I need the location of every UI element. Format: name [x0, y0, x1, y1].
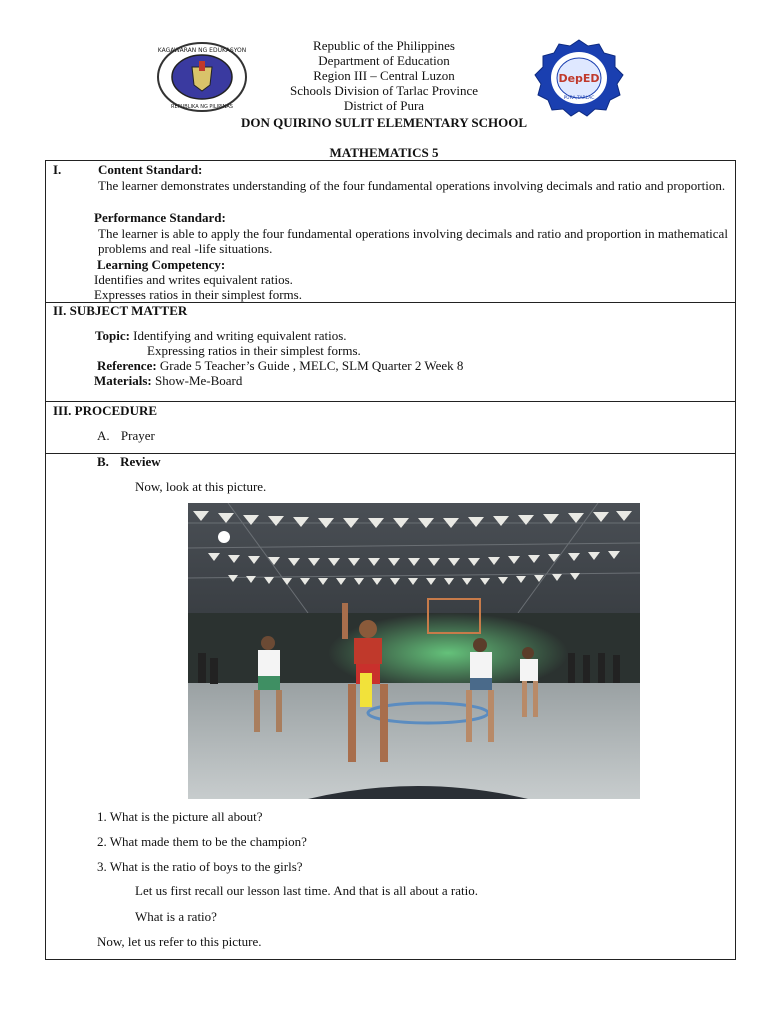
- header-department: Department of Education: [318, 53, 450, 68]
- svg-text:REPUBLIKA NG PILIPINAS: REPUBLIKA NG PILIPINAS: [171, 104, 233, 110]
- topic-text-1: Identifying and writing equivalent ratios.: [133, 328, 347, 343]
- procedure-a: [97, 428, 155, 443]
- learning-competency-label: Learning Competency:: [97, 257, 226, 272]
- svg-text:PURA,TARLAC: PURA,TARLAC: [563, 96, 595, 101]
- procedure-b-text: Review: [120, 454, 161, 469]
- procedure-b: [97, 454, 161, 469]
- subject-matter-heading: II. SUBJECT MATTER: [53, 303, 188, 318]
- what-is-ratio-text: What is a ratio?: [135, 909, 217, 924]
- procedure-heading: III. PROCEDURE: [53, 403, 158, 418]
- topic-line: [95, 328, 347, 343]
- procedure-a-text: Prayer: [120, 428, 155, 443]
- refer-to-picture-text: Now, let us refer to this picture.: [97, 934, 262, 949]
- dance-competition-photo: [188, 503, 640, 799]
- materials-label: Materials:: [94, 373, 152, 388]
- section1-number: I.: [53, 162, 62, 177]
- question-2: 2. What made them to be the champion?: [97, 834, 307, 849]
- content-standard-label: Content Standard:: [98, 162, 203, 177]
- recall-text: Let us first recall our lesson last time. And that is all about a ratio.: [135, 883, 478, 898]
- header-region: Region III – Central Luzon: [313, 68, 455, 83]
- question-3: 3. What is the ratio of boys to the girls?: [97, 859, 303, 874]
- performance-standard-text: The learner is able to apply the four fundamental operations involving decimals and ratio and proportion in mathematical problems and real -life situations.: [98, 226, 728, 256]
- look-at-picture-text: Now, look at this picture.: [135, 479, 267, 494]
- svg-text:DepED: DepED: [558, 72, 600, 85]
- procedure-b-letter: B.: [97, 454, 109, 469]
- content-standard-text: The learner demonstrates understanding of the four fundamental operations involving decimals and ratio and proportion.: [98, 178, 726, 193]
- topic-label: Topic:: [95, 328, 130, 343]
- divider-line: [46, 401, 735, 402]
- subject-title: MATHEMATICS 5: [329, 145, 439, 160]
- topic-text-2: Expressing ratios in their simplest forms.: [147, 343, 361, 358]
- materials-text: Show-Me-Board: [155, 373, 243, 388]
- competency-item-1: Identifies and writes equivalent ratios.: [94, 272, 293, 287]
- header-republic: Republic of the Philippines: [313, 38, 455, 53]
- lesson-plan-table: [45, 160, 736, 960]
- reference-text: Grade 5 Teacher’s Guide , MELC, SLM Quarter 2 Week 8: [159, 358, 464, 373]
- performance-standard-label: Performance Standard:: [94, 210, 226, 225]
- school-name: DON QUIRINO SULIT ELEMENTARY SCHOOL: [240, 115, 528, 130]
- document-header: [0, 38, 768, 113]
- svg-text:KAGAWARAN NG EDUKASYON: KAGAWARAN NG EDUKASYON: [157, 47, 247, 54]
- materials-line: [94, 373, 242, 388]
- question-1: 1. What is the picture all about?: [97, 809, 263, 824]
- reference-line: [97, 358, 463, 373]
- procedure-a-letter: A.: [97, 428, 110, 443]
- reference-label: Reference:: [97, 358, 157, 373]
- header-district: District of Pura: [343, 98, 425, 113]
- header-division: Schools Division of Tarlac Province: [289, 83, 479, 98]
- competency-item-2: Expresses ratios in their simplest forms.: [94, 287, 302, 302]
